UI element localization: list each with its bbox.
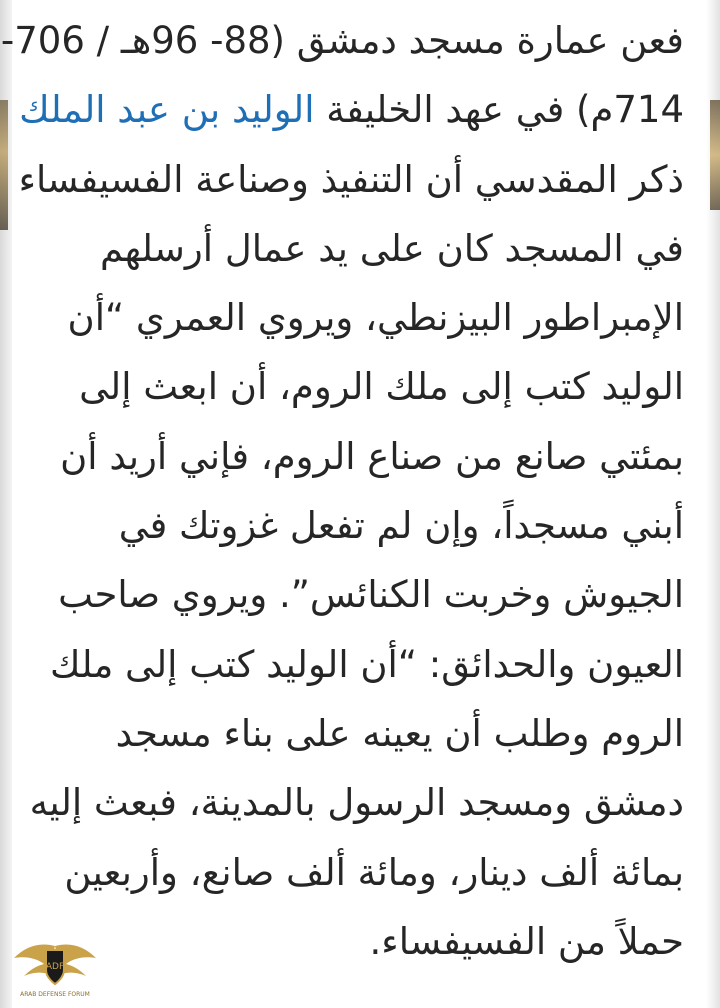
left-page-edge bbox=[0, 0, 12, 1008]
article-line-14: حملاً من الفسيفساء. bbox=[369, 919, 684, 963]
left-edge-image-strip bbox=[0, 100, 8, 230]
article-paragraph bbox=[0, 6, 684, 976]
article-line-5: الإمبراطور البيزنطي، ويروي العمري “أن bbox=[67, 296, 684, 340]
caliph-name-link[interactable]: الوليد بن عبد الملك bbox=[19, 88, 315, 132]
right-edge-image-strip bbox=[710, 100, 720, 210]
article-line-6: الوليد كتب إلى ملك الروم، أن ابعث إلى bbox=[79, 365, 684, 409]
article-line-8: أبني مسجداً، وإن لم تفعل غزوتك في bbox=[118, 504, 684, 548]
forum-watermark bbox=[6, 936, 104, 1006]
watermark-label: ARAB DEFENSE FORUM bbox=[20, 991, 90, 998]
article-line-10: العيون والحدائق: “أن الوليد كتب إلى ملك bbox=[50, 642, 684, 686]
article-line-1: فعن عمارة مسجد دمشق (88- 96هـ / 706- bbox=[0, 19, 684, 62]
article-line-9: الجيوش وخربت الكنائس”. ويروي صاحب bbox=[58, 573, 684, 617]
article-line-2-text: 714م) في عهد الخليفة bbox=[326, 88, 684, 132]
winged-shield-logo-icon bbox=[6, 936, 104, 992]
article-line-13: بمائة ألف دينار، ومائة ألف صانع، وأربعين bbox=[64, 850, 684, 894]
article-line-7: بمئتي صانع من صناع الروم، فإني أريد أن bbox=[60, 434, 684, 478]
article-line-12: دمشق ومسجد الرسول بالمدينة، فبعث إليه bbox=[29, 781, 684, 825]
svg-text:ADF: ADF bbox=[45, 962, 65, 972]
article-line-3: ذكر المقدسي أن التنفيذ وصناعة الفسيفساء bbox=[18, 157, 684, 201]
article-line-2 bbox=[19, 75, 684, 144]
article-line-4: في المسجد كان على يد عمال أرسلهم bbox=[100, 226, 684, 270]
right-page-edge bbox=[706, 0, 720, 1008]
article-line-11: الروم وطلب أن يعينه على بناء مسجد bbox=[115, 711, 684, 755]
